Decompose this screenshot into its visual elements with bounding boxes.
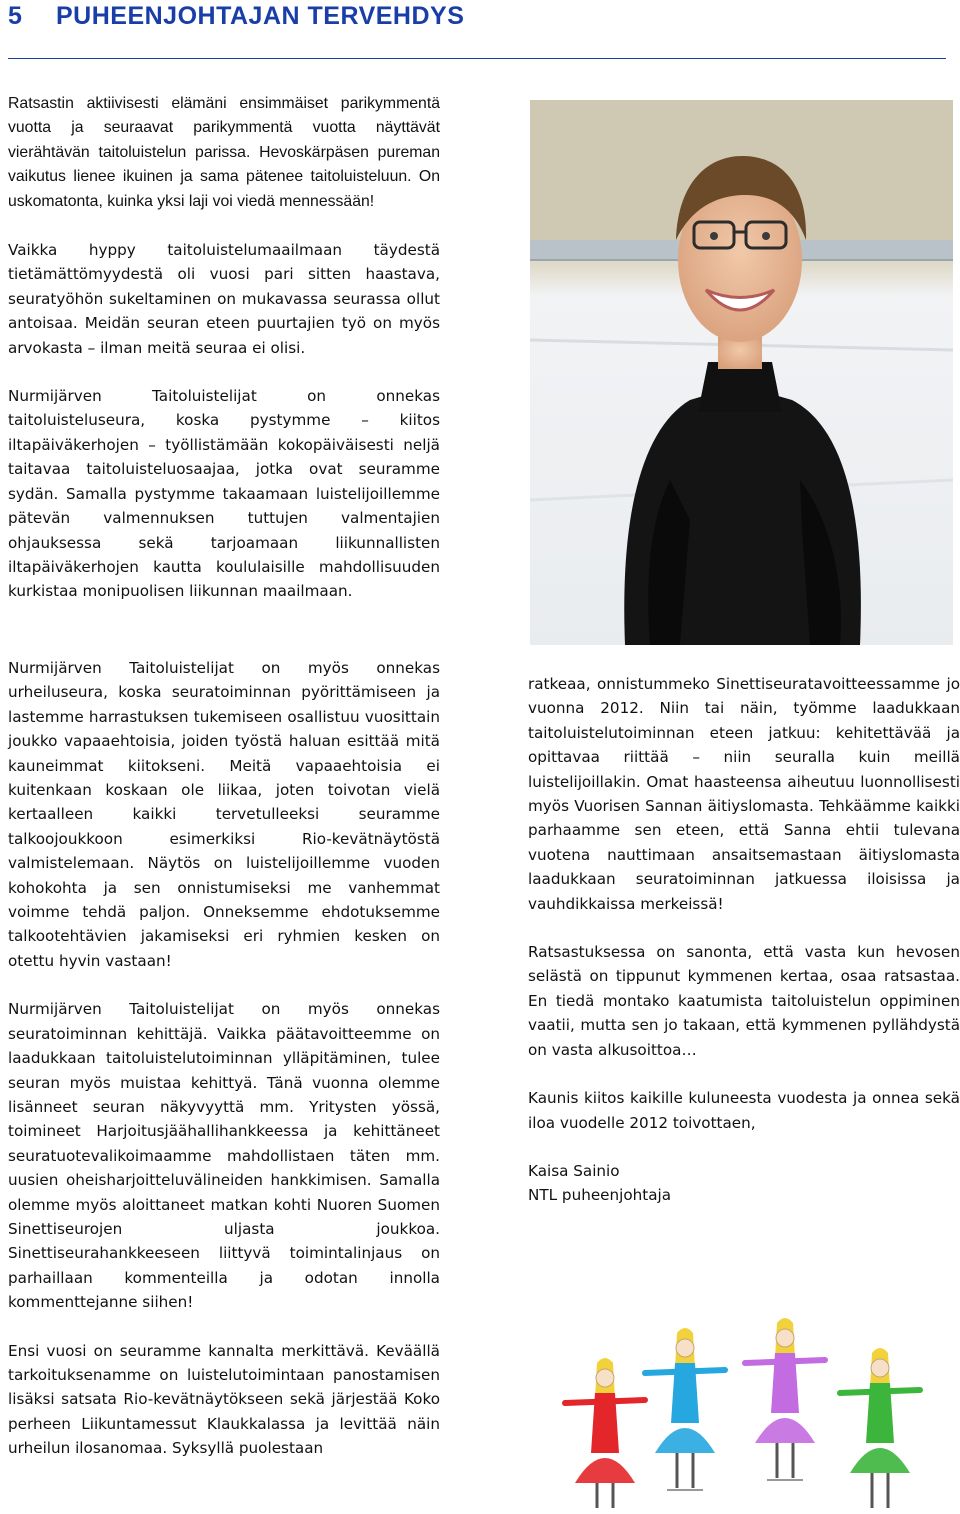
paragraph-ratsastus-sanonta: Ratsastuksessa on sanonta, että vasta kun hevosen selästä on tippunut kymmenen kertaa, osaa ratsastaa. En tiedä montako kaatumista taitoluistelun oppiminen vaatii, mutta sen jo takaan, että kymmenen pyllähdystä on vasta alkusoittoa…	[528, 943, 960, 1059]
skater-figure	[745, 1318, 825, 1480]
paragraph-kiitos: Kaunis kiitos kaikille kuluneesta vuodesta ja onnea sekä iloa vuodelle 2012 toivottaen,	[528, 1089, 960, 1132]
chairperson-photo	[530, 100, 953, 645]
section-heading	[8, 2, 948, 31]
paragraph-kehittaja: Nurmijärven Taitoluistelijat on myös onnekas seuratoiminnan kehittäjä. Vaikka päätavoitteemme on laadukkaan taitoluistelutoiminnan ylläpitäminen, tulee seuran myös muistaa kehittyä. Tänä vuonna olemme lisänneet seuran näkyvyyttä mm. Yritysten yössä, toimineet Harjoitusjäähallihankkeessa ja kehittäneet seuratuotevalikoimaamme mahdollistaen täten mm. uusien oheisharjoitteluvälineiden hankkimisen. Samalla olemme myös aloittaneet matkan kohti Nuoren Suomen Sinettiseurojen uljasta joukkoa. Sinettiseurahankkeeseen liittyvä toimintalinjaus on parhaillaan kommenteilla ja odotan innolla kommenttejanne siihen!	[8, 1000, 440, 1312]
skater-figure	[565, 1358, 645, 1508]
left-column-top	[8, 92, 440, 604]
paragraph-onnekas-taitoluisteluseura: Nurmijärven Taitoluistelijat on onnekas taitoluisteluseura, koska pystymme – kiitos iltapäiväkerhojen – työllistämään kokopäiväisesti neljä taitavaa taitoluisteluosaajaa, jotka ovat seuramme sydän. Samalla pystymme takaamaan luistelijoillemme pätevän valmennuksen tuttujen valmentajien ohjauksessa sekä tarjoamaan liikunnallisten iltapäiväkerhojen kautta koululaisille mahdollisuuden kurkistaa monipuolisen liikunnan maailmaan.	[8, 387, 440, 601]
section-title: PUHEENJOHTAJAN TERVEHDYS	[56, 2, 465, 30]
skaters-drawing	[560, 1318, 932, 1508]
right-column	[528, 672, 960, 1208]
signature-role: NTL puheenjohtaja	[528, 1186, 672, 1205]
section-number: 5	[8, 2, 23, 30]
paragraph-ensi-vuosi: Ensi vuosi on seuramme kannalta merkittävä. Keväällä tarkoituksenamme on luistelutoimintaan panostamisen lisäksi satsata Rio-kevätnäytökseen sekä järjestää Koko perheen Liikuntamessut Klaukkalassa ja levittää näin urheilun ilosanomaa. Syksyllä puolestaan	[8, 1341, 440, 1458]
skater-figure	[840, 1348, 920, 1508]
paragraph-sinettiseura: ratkeaa, onnistummeko Sinettiseuratavoitteessamme jo vuonna 2012. Niin tai näin, työmme laadukkaan taitoluistelutoiminnan eteen jatkuu: kehitettävää ja opittavaa riittää – niin seuralla kuin meillä luistelijoillakin. Omat haasteensa aiheutuu luonnollisesti myös Vuorisen Sannan äitiyslomasta. Tehkäämme kaikki parhaamme sen eteen, että Sanna ehtii tulevana vuotena nauttimaan ansaitsemastaan äitiyslomasta laadukkaan seuratoiminnan jatkuessa iloisissa ja vauhdikkaissa merkeissä!	[528, 675, 960, 913]
skater-figure	[645, 1328, 725, 1490]
paragraph-vapaaehtoiset: Nurmijärven Taitoluistelijat on myös onnekas urheiluseura, koska seuratoiminnan pyörittämiseen ja lastemme harrastuksen tukemiseen osallistuu vuosittain joukko vapaaehtoisia, joiden työstä haluan esittää mitä kauneimmat kiitokseni. Meitä vapaaehtoisia ei kuitenkaan koskaan ole liikaa, joten toivotan vielä kertaalleen kaikki tervetulleeksi seuramme talkoojoukkoon esimerkiksi Rio-kevätnäytöstä valmistelemaan. Näytös on luistelijoillemme vuoden kohokohta ja sen onnistumiseksi me vanhemmat voimme tehdä paljon. Onneksemme ehdotuksemme talkootehtävien jakamiseksi eri ryhmien kesken on otettu hyvin vastaan!	[8, 659, 440, 970]
paragraph-seuratyo: Vaikka hyppy taitoluistelumaailmaan täydestä tietämättömyydestä oli vuosi pari sitten haastava, seuratyöhön sukeltaminen on mukavassa seurassa ollut antoisaa. Meidän seuran eteen puurtajien työ on myös arvokasta – ilman meitä seuraa ei olisi.	[8, 241, 440, 357]
left-column-bottom	[8, 656, 440, 1461]
heading-rule	[8, 58, 946, 59]
signature-name: Kaisa Sainio	[528, 1161, 620, 1180]
paragraph-intro: Ratsastin aktiivisesti elämäni ensimmäiset parikymmentä vuotta ja seuraavat parikymmentä vuotta näyttävät vierähtävän taitoluistelun parissa. Hevoskärpäsen pureman vaikutus lienee ikuinen ja sama pätenee taitoluisteluun. On uskomatonta, kuinka yksi laji voi viedä mennessään!	[8, 95, 440, 210]
